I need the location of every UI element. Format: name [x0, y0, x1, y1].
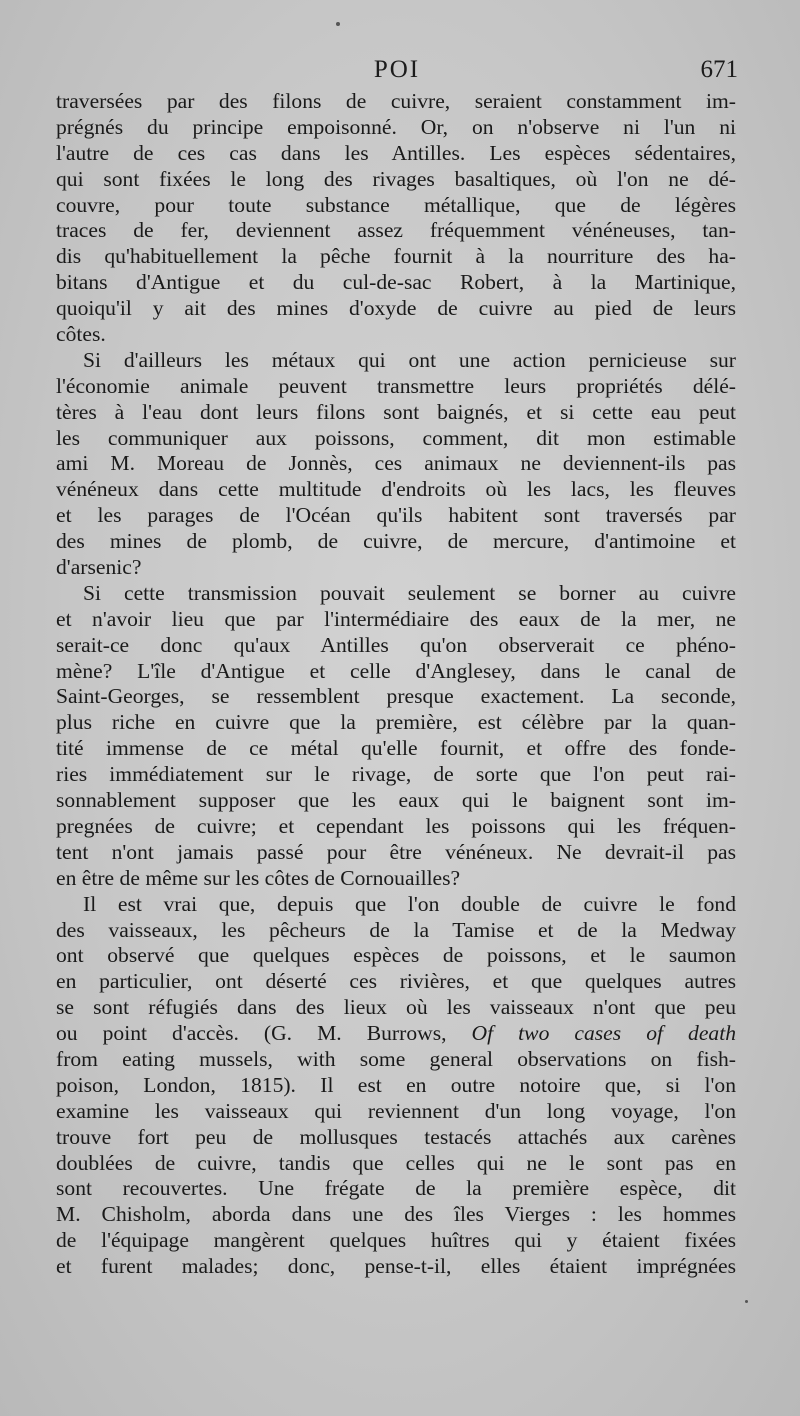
text-line: tent n'ont jamais passé pour être vénéneux. Ne devrait-il pas [56, 839, 736, 864]
paper-speck [745, 1300, 748, 1303]
text-line: se sont réfugiés dans des lieux où les vaisseaux n'ont que peu [56, 995, 736, 1020]
text-line: couvre, pour toute substance métallique, que de légères [56, 192, 736, 217]
running-title: POI [373, 56, 421, 83]
citation-title-start: Of two cases of death [471, 1021, 736, 1046]
page-number: 671 [700, 56, 738, 83]
text-line: en particulier, ont déserté ces rivières, et que quelques autres [56, 969, 736, 994]
text-line: des mines de plomb, de cuivre, de mercure, d'antimoine et [56, 529, 736, 554]
citation-title-line: from eating mussels, with some general observations on fish- [56, 1046, 736, 1071]
text-line: poison, London, 1815). Il est en outre notoire que, si l'on [56, 1072, 736, 1097]
page-body [56, 89, 736, 1280]
text-line-with-citation [56, 1021, 736, 1047]
text-line: l'autre de ces cas dans les Antilles. Les espèces sédentaires, [56, 140, 736, 165]
text-fragment: ou point d'accès. (G. M. Burrows, [56, 1021, 472, 1046]
text-line: sonnablement supposer que les eaux qui le baignent sont im- [56, 788, 736, 813]
text-line: et n'avoir lieu que par l'intermédiaire des eaux de la mer, ne [56, 606, 736, 631]
text-line: pregnées de cuivre; et cependant les poissons qui les fréquen- [56, 813, 736, 838]
text-line: Si d'ailleurs les métaux qui ont une action pernicieuse sur [83, 347, 736, 372]
text-line: de l'équipage mangèrent quelques huîtres qui y étaient fixées [56, 1228, 736, 1253]
text-line: en être de même sur les côtes de Cornouailles? [56, 865, 461, 890]
text-line: doublées de cuivre, tandis que celles qui ne le sont pas en [56, 1150, 736, 1175]
text-line: ries immédiatement sur le rivage, de sorte que l'on peut rai- [56, 762, 736, 787]
text-line: Il est vrai que, depuis que l'on double de cuivre le fond [83, 891, 736, 916]
text-line: serait-ce donc qu'aux Antilles qu'on observerait ce phéno- [56, 632, 736, 657]
text-line: côtes. [56, 322, 106, 347]
text-line: des vaisseaux, les pêcheurs de la Tamise et de la Medway [56, 917, 736, 942]
text-line: et furent malades; donc, pense-t-il, elles étaient imprégnées [56, 1254, 736, 1279]
text-line: traversées par des filons de cuivre, seraient constamment im- [56, 89, 736, 113]
page-header [56, 56, 738, 88]
text-line: sont recouvertes. Une frégate de la première espèce, dit [56, 1176, 736, 1201]
text-line: Saint-Georges, se ressemblent presque exactement. La seconde, [56, 684, 736, 709]
text-line: l'économie animale peuvent transmettre leurs propriétés délé- [56, 373, 736, 398]
text-line: M. Chisholm, aborda dans une des îles Vierges : les hommes [56, 1202, 736, 1227]
text-line: ont observé que quelques espèces de poissons, et le saumon [56, 943, 736, 968]
text-line: ami M. Moreau de Jonnès, ces animaux ne deviennent-ils pas [56, 451, 736, 476]
text-line: d'arsenic? [56, 555, 142, 580]
text-line: traces de fer, deviennent assez fréquemment vénéneuses, tan- [56, 218, 736, 243]
text-line: tères à l'eau dont leurs filons sont baignés, et si cette eau peut [56, 399, 736, 424]
text-line: tité immense de ce métal qu'elle fournit, et offre des fonde- [56, 736, 736, 761]
text-line: et les parages de l'Océan qu'ils habitent sont traversés par [56, 503, 736, 528]
text-line: prégnés du principe empoisonné. Or, on n'observe ni l'un ni [56, 114, 736, 139]
text-line: examine les vaisseaux qui reviennent d'un long voyage, l'on [56, 1098, 736, 1123]
text-line: mène? L'île d'Antigue et celle d'Anglesey, dans le canal de [56, 658, 736, 683]
paper-speck [336, 22, 340, 26]
text-line: bitans d'Antigue et du cul-de-sac Robert, à la Martinique, [56, 270, 736, 295]
text-line: trouve fort peu de mollusques testacés attachés aux carènes [56, 1124, 736, 1149]
text-line: vénéneux dans cette multitude d'endroits où les lacs, les fleuves [56, 477, 736, 502]
text-line: dis qu'habituellement la pêche fournit à la nourriture des ha- [56, 244, 736, 269]
text-line: les communiquer aux poissons, comment, dit mon estimable [56, 425, 736, 450]
text-line: quoiqu'il y ait des mines d'oxyde de cuivre au pied de leurs [56, 296, 736, 321]
text-line: plus riche en cuivre que la première, est célèbre par la quan- [56, 710, 736, 735]
text-line: Si cette transmission pouvait seulement se borner au cuivre [83, 580, 736, 605]
text-line: qui sont fixées le long des rivages basaltiques, où l'on ne dé- [56, 166, 736, 191]
